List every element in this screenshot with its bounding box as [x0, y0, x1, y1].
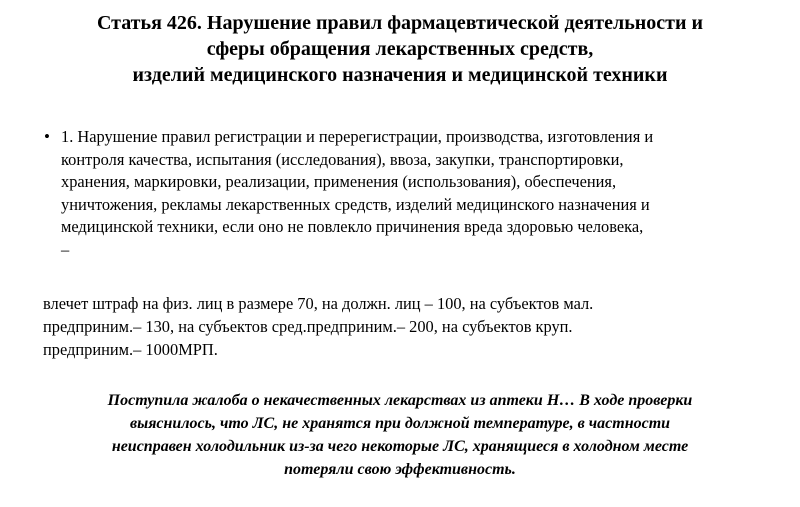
case-study	[30, 389, 770, 481]
bullet-item	[44, 126, 764, 262]
case-line: Поступила жалоба о некачественных лекарствах из аптеки Н… В ходе проверки	[107, 392, 693, 409]
sanction-paragraph	[43, 292, 763, 361]
bullet-line: –	[61, 239, 70, 259]
bullet-line: уничтожения, рекламы лекарственных средств, изделий медицинского назначения и	[61, 194, 650, 214]
title-line: сферы обращения лекарственных средств,	[206, 38, 594, 60]
bullet-line: медицинской техники, если оно не повлекло причинения вреда здоровью человека,	[61, 217, 644, 237]
bullet-line: контроля качества, испытания (исследования), ввоза, закупки, транспортировки,	[61, 149, 624, 169]
bullet-text	[61, 126, 764, 262]
title-line: Статья 426. Нарушение правил фармацевтической деятельности и	[96, 12, 704, 34]
case-line: потеряли свою эффективность.	[284, 461, 516, 478]
sanction-line: предприним.– 1000МРП.	[43, 340, 218, 359]
sanction-line: влечет штраф на физ. лиц в размере 70, на должн. лиц – 100, на субъектов мал.	[43, 294, 594, 313]
case-line: выяснилось, что ЛС, не хранятся при должной температуре, в частности	[129, 415, 671, 432]
case-line: неисправен холодильник из-за чего некоторые ЛС, хранящиеся в холодном месте	[111, 438, 689, 455]
bullet-marker: •	[44, 127, 50, 146]
sanction-line: предприним.– 130, на субъектов сред.предприним.– 200, на субъектов круп.	[43, 317, 573, 336]
slide-title	[20, 10, 780, 88]
bullet-line: 1. Нарушение правил регистрации и перерегистрации, производства, изготовления и	[61, 127, 654, 146]
title-line: изделий медицинского назначения и медицинской техники	[132, 64, 668, 86]
bullet-line: хранения, маркировки, реализации, применения (использования), обеспечения,	[61, 172, 617, 192]
